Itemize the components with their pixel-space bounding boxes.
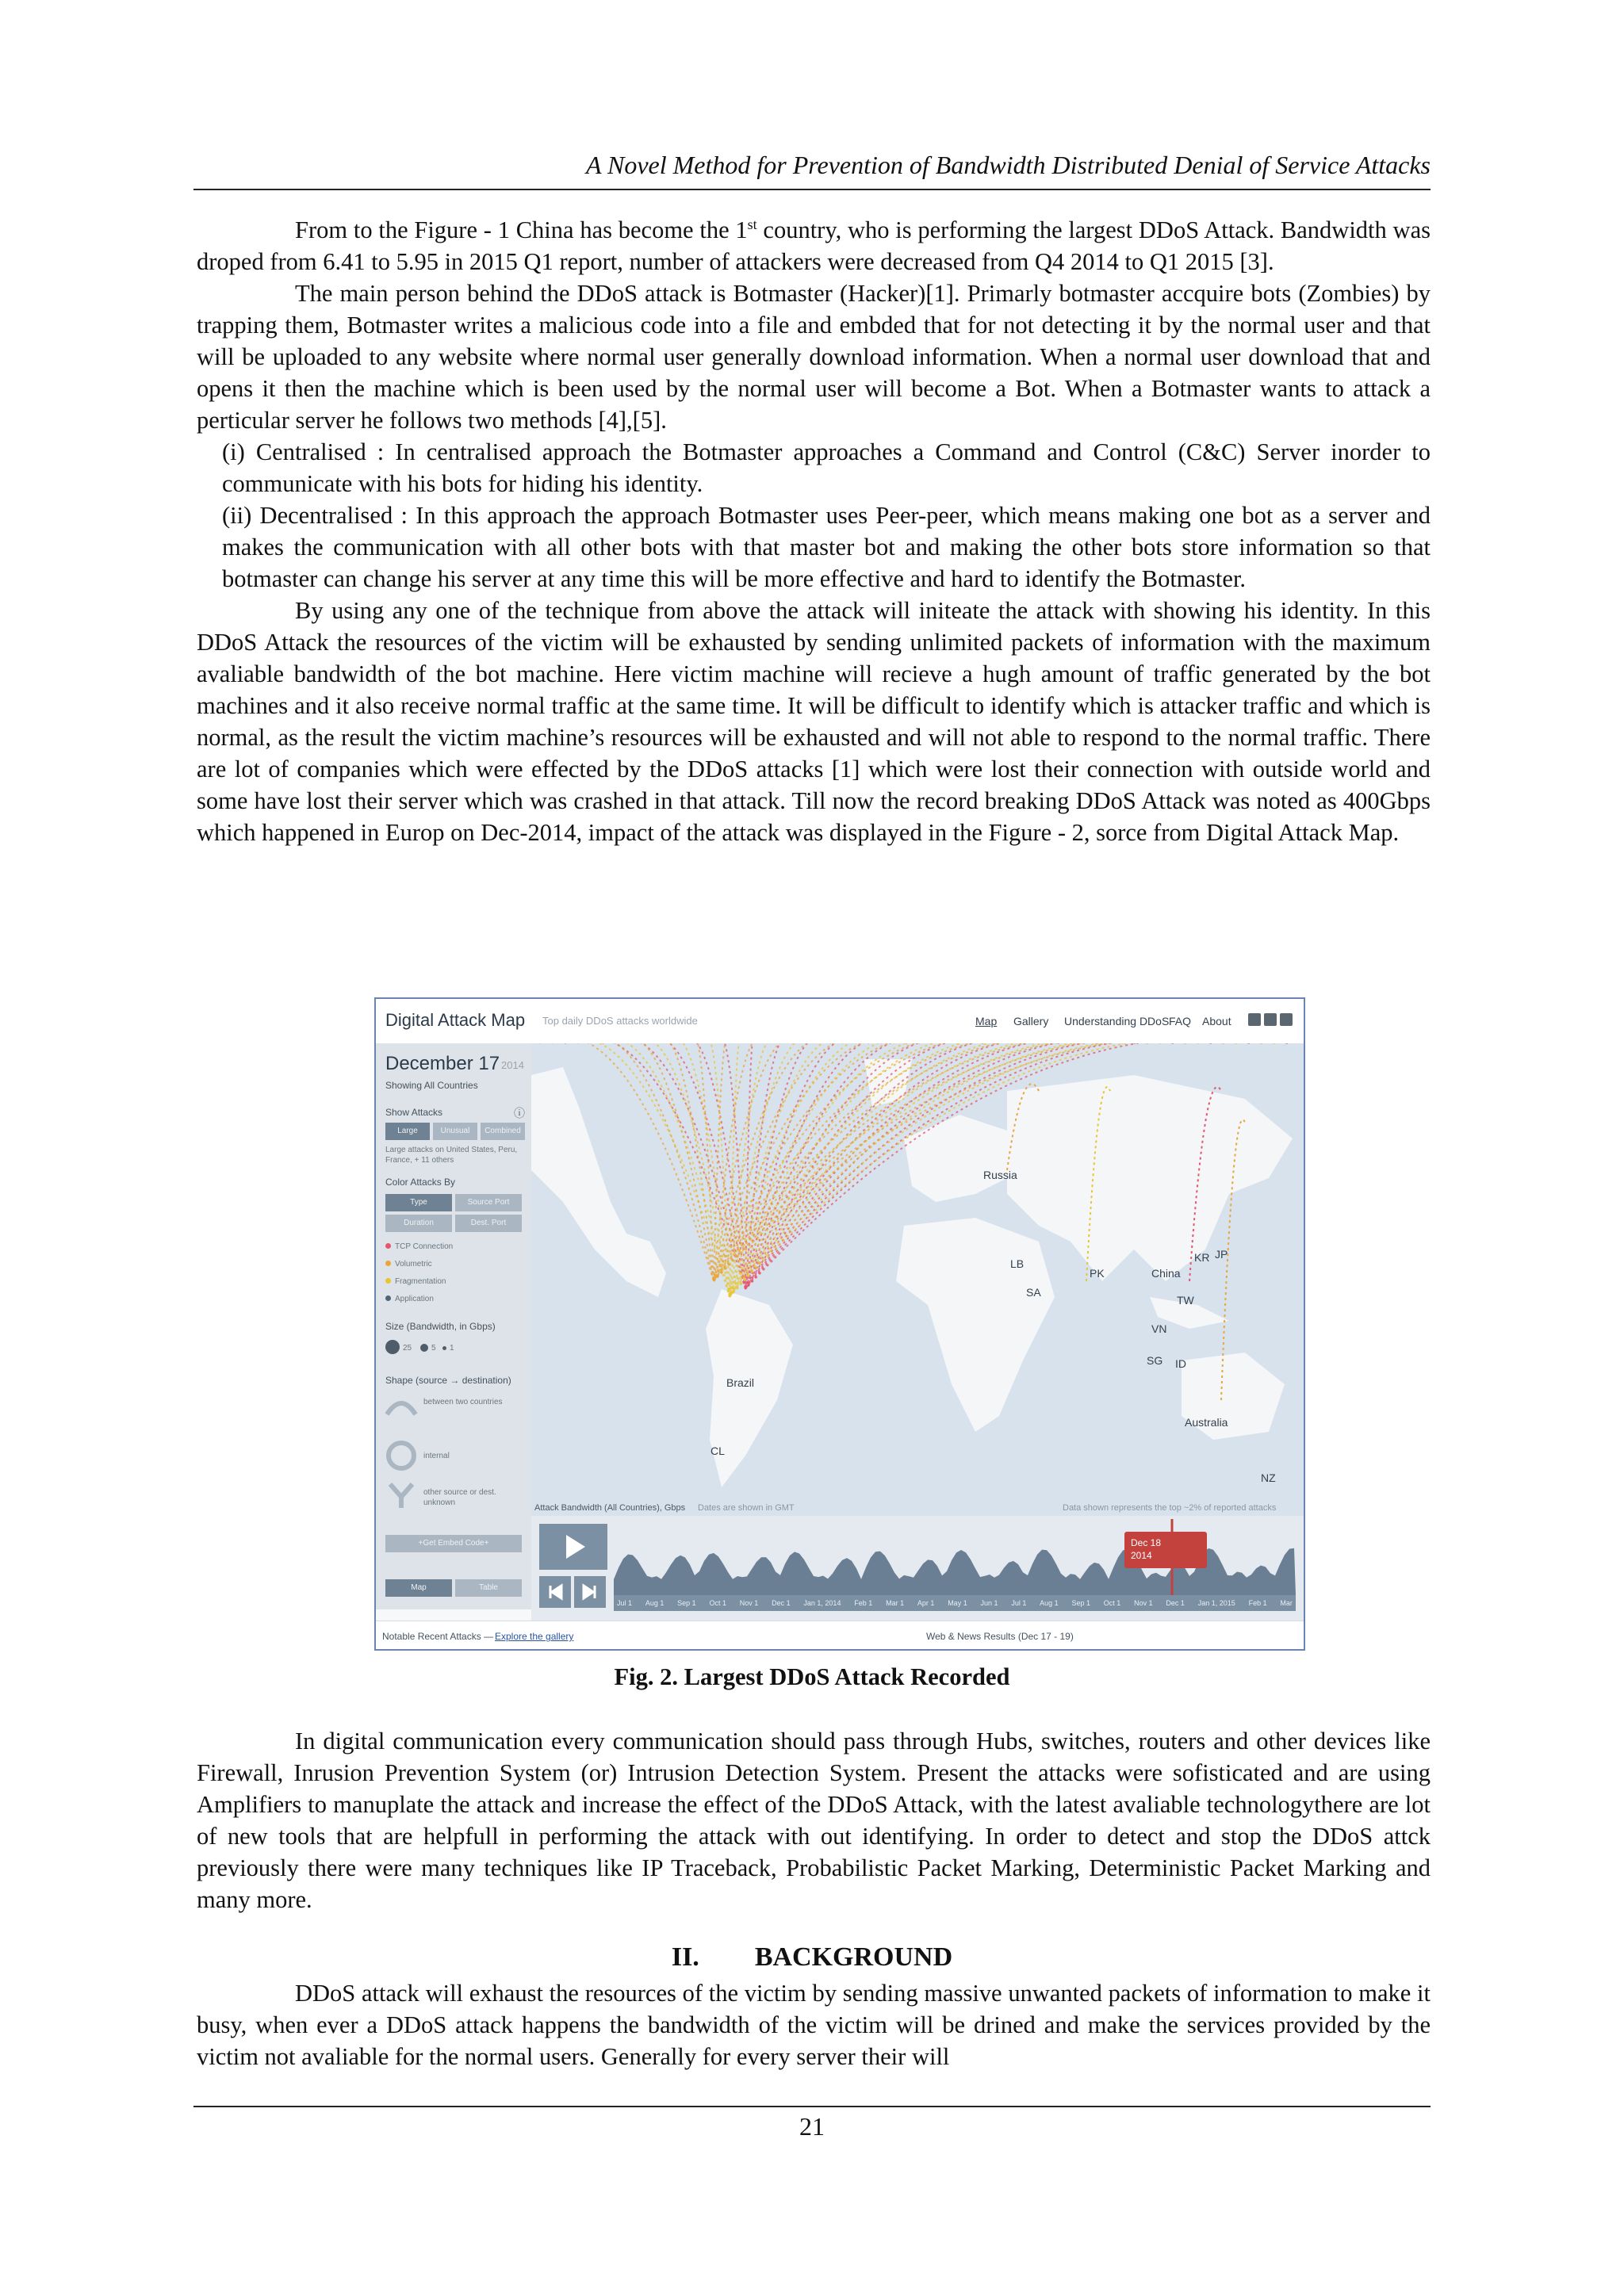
- asia-land: [1007, 1075, 1293, 1281]
- map-sidebar: [376, 1043, 531, 1609]
- attack-arc: [745, 1043, 755, 1289]
- badge-date: Dec 18: [1131, 1537, 1162, 1548]
- get-embed-code-button[interactable]: +Get Embed Code+: [385, 1535, 522, 1552]
- legend-volumetric: Volumetric: [395, 1260, 432, 1269]
- timeline-tick: Jan 1, 2014: [803, 1599, 841, 1607]
- section-number: II.: [671, 1942, 699, 1972]
- north-america-land: [531, 1067, 666, 1297]
- label-russia: Russia: [983, 1169, 1017, 1181]
- legend-dot-application: [385, 1295, 391, 1301]
- timeline-tick: Oct 1: [709, 1599, 726, 1607]
- timeline-tick: Aug 1: [645, 1599, 665, 1607]
- world-map[interactable]: [531, 1043, 1304, 1516]
- size-value-large: 25: [403, 1344, 412, 1353]
- timeline-tick: Jul 1: [617, 1599, 633, 1607]
- label-jp: JP: [1215, 1248, 1228, 1261]
- running-header: A Novel Method for Prevention of Bandwidth Distributed Denial of Service Attacks: [586, 151, 1431, 179]
- shape-label: Shape (source → destination): [385, 1375, 511, 1386]
- figure-caption: Fig. 2. Largest DDoS Attack Recorded: [614, 1663, 1010, 1690]
- color-button-duration[interactable]: Duration: [385, 1215, 452, 1232]
- list-item-centralised: (i) Centralised : In centralised approach the Botmaster approaches a Command and Control (C&C) Server inorder to communicate with his bots for hiding his identity.: [222, 438, 1431, 497]
- paragraph-2: The main person behind the DDoS attack is Botmaster (Hacker)[1]. Primarly botmaster accquire bots (Zombies) by trapping them, Botmaster writes a malicious code into a file and embded that for not detecting it by the normal user and that will be uploaded to any website where normal user generally download information. When a normal user download that and opens it then the machine which is been used by the normal user will become a Bot. When a Botmaster wants to attack a perticular server he follows two methods [4],[5].: [197, 280, 1431, 434]
- timeline-tick: Sep 1: [1071, 1599, 1090, 1607]
- p1-text: From to the Figure - 1 China has become the 1: [295, 216, 748, 243]
- list-item-decentralised: (ii) Decentralised : In this approach the approach Botmaster uses Peer-peer, which means making one bot as a server and makes the communication with all other bots with that master bot and making the other bots store information so that botmaster can change his server at any time this will be more effective and hard to identify the Botmaster.: [222, 502, 1431, 592]
- paragraph-3: By using any one of the technique from above the attack will initeate the attack with showing his identity. In this DDoS Attack the resources of the victim will be exhausted by sending unlimited packets of information with the maximum avaliable bandwidth of the bot machine. Here victim machine will recieve a hugh amount of traffic generated by the bot machines and it also receive normal traffic at the same time. It will be difficult to identify which is attacker traffic and which is normal, as the result the victim machine’s resources will be exhausted and will not able to respond to the normal traffic. There are lot of companies which were effected by the DDoS attacks [1] which were lost their connection with outside world and some have lost their server which was crashed in that attack. Till now the record breaking DDoS Attack was noted as 400Gbps which happened in Europ on Dec-2014, impact of the attack was displayed in the Figure - 2, sorce from Digital Attack Map.: [197, 597, 1431, 846]
- color-button-source-port[interactable]: Source Port: [455, 1194, 522, 1211]
- timeline-tick: Apr 1: [917, 1599, 935, 1607]
- showing-countries: Showing All Countries: [385, 1080, 478, 1091]
- body-text-middle: [197, 1725, 1431, 1915]
- size-dot-small: [442, 1346, 446, 1350]
- nav-gallery[interactable]: Gallery: [1013, 1015, 1049, 1027]
- label-nz: NZ: [1261, 1471, 1276, 1484]
- timeline-tick: Dec 1: [1166, 1599, 1185, 1607]
- show-attacks-label: Show Attacks: [385, 1107, 443, 1118]
- timeline-tick: Sep 1: [677, 1599, 696, 1607]
- color-button-dest-port[interactable]: Dest. Port: [455, 1215, 522, 1232]
- timeline-tick: Jun 1: [980, 1599, 998, 1607]
- map-footer-bar: [376, 1621, 1304, 1650]
- footer-web-news: Web & News Results (Dec 17 - 19): [926, 1631, 1074, 1642]
- size-dot-large: [385, 1340, 400, 1354]
- step-back-icon: [539, 1576, 571, 1608]
- large-attacks-note: Large attacks on United States, Peru, France, + 11 others: [385, 1146, 518, 1165]
- section-heading: [193, 1942, 1431, 1973]
- p1-text-end: country, who is performing the largest DDoS Attack. Bandwidth was droped from 6.41 to 5.95 in 2015 Q1 report, number of attackers were decreased from Q4 2014 to Q1 2015 [3].: [197, 216, 1431, 275]
- timeline-tick: Mar: [1280, 1599, 1293, 1607]
- figure-digital-attack-map: [374, 997, 1305, 1651]
- label-pk: PK: [1090, 1267, 1105, 1280]
- body-text-top: [197, 214, 1431, 848]
- label-australia: Australia: [1185, 1416, 1228, 1429]
- step-forward-button[interactable]: [574, 1576, 606, 1608]
- step-back-button[interactable]: [539, 1576, 571, 1608]
- map-app-title: Digital Attack Map: [385, 1010, 526, 1030]
- google-plus-icon[interactable]: [1248, 1013, 1261, 1026]
- color-button-type[interactable]: Type: [385, 1194, 452, 1211]
- sidebar-date: December 17: [385, 1053, 500, 1074]
- timeline-panel: [531, 1503, 1304, 1621]
- map-header-bar: [376, 999, 1304, 1044]
- timeline-tick: Dec 1: [772, 1599, 791, 1607]
- size-value-medium: 5: [431, 1344, 436, 1353]
- attack-button-large[interactable]: Large: [385, 1123, 430, 1140]
- label-tw: TW: [1177, 1294, 1194, 1307]
- label-brazil: Brazil: [726, 1376, 755, 1389]
- legend-application: Application: [395, 1295, 434, 1303]
- paragraph-1: [197, 214, 1431, 277]
- size-dot-medium: [420, 1344, 428, 1352]
- nav-faq[interactable]: FAQ: [1169, 1015, 1192, 1027]
- map-app-subtitle: Top daily DDoS attacks worldwide: [542, 1015, 698, 1027]
- world-map-svg: [531, 1043, 1304, 1516]
- timeline-right-note: Data shown represents the top ~2% of reported attacks: [1063, 1503, 1277, 1513]
- timeline-tick: Nov 1: [739, 1599, 759, 1607]
- view-table-button[interactable]: Table: [455, 1579, 522, 1597]
- legend-tcp: TCP Connection: [395, 1242, 454, 1251]
- timeline-tick: Oct 1: [1103, 1599, 1121, 1607]
- legend-dot-tcp: [385, 1243, 391, 1249]
- nav-map[interactable]: Map: [975, 1015, 998, 1027]
- play-icon: [539, 1524, 607, 1570]
- attack-button-unusual[interactable]: Unusual: [433, 1123, 477, 1140]
- page-number: 21: [799, 2112, 825, 2141]
- attack-arc: [745, 1043, 831, 1289]
- label-lb: LB: [1010, 1257, 1025, 1270]
- attack-arc: [730, 1043, 780, 1297]
- badge-year: 2014: [1131, 1550, 1152, 1561]
- sidebar-year: 2014: [501, 1059, 524, 1071]
- nav-about[interactable]: About: [1202, 1015, 1231, 1027]
- legend-fragmentation: Fragmentation: [395, 1277, 446, 1286]
- section-title: BACKGROUND: [754, 1942, 953, 1972]
- footer-notable-attacks: Notable Recent Attacks —: [382, 1631, 494, 1642]
- paragraph-5: DDoS attack will exhaust the resources of the victim by sending massive unwanted packets of information to make it busy, when ever a DDoS attack happens the bandwidth of the victim will be drined and make the services provided by the victim not avaliable for the normal users. Generally for every server their will: [197, 1980, 1431, 2070]
- timeline-tick: Mar 1: [886, 1599, 905, 1607]
- africa-land: [896, 1218, 1055, 1432]
- timeline-axis[interactable]: [614, 1595, 1296, 1611]
- view-map-button[interactable]: Map: [385, 1579, 452, 1597]
- label-vn: VN: [1151, 1322, 1167, 1335]
- label-id: ID: [1175, 1357, 1186, 1370]
- label-sa: SA: [1026, 1286, 1041, 1299]
- timeline-tick: May 1: [948, 1599, 967, 1607]
- help-icon[interactable]: ⓘ: [514, 1107, 525, 1119]
- timeline-tick: Jan 1, 2015: [1197, 1599, 1235, 1607]
- shape-internal: internal: [423, 1452, 450, 1460]
- attack-arc: [653, 1043, 714, 1281]
- timeline-tick: Feb 1: [1248, 1599, 1267, 1607]
- color-attacks-label: Color Attacks By: [385, 1177, 456, 1188]
- label-china: China: [1151, 1267, 1181, 1280]
- size-label: Size (Bandwidth, in Gbps): [385, 1321, 496, 1332]
- timeline-tick: Jul 1: [1011, 1599, 1027, 1607]
- nav-understanding-ddos[interactable]: Understanding DDoS: [1064, 1015, 1170, 1027]
- timeline-tick: Nov 1: [1134, 1599, 1153, 1607]
- label-cl: CL: [710, 1445, 725, 1457]
- shape-unknown: other source or dest. unknown: [423, 1488, 496, 1507]
- facebook-icon[interactable]: [1280, 1013, 1293, 1026]
- attack-button-combined[interactable]: Combined: [481, 1123, 525, 1140]
- paragraph-4: In digital communication every communication should pass through Hubs, switches, routers and other devices like Firewall, Inrusion Prevention System (or) Intrusion Detection System. Present the attacks were sofisticated and are using Amplifiers to manuplate the attack and increase the effect of the DDoS Attack, with the latest avaliable technologythere are lot of new tools that are helpfull in performing the attack with out identifying. In order to detect and stop the DDoS attck previously there were many techniques like IP Traceback, Probabilistic Packet Marking, Deterministic Packet Marking and many more.: [197, 1728, 1431, 1913]
- timeline-tick: Aug 1: [1040, 1599, 1059, 1607]
- play-button[interactable]: [539, 1524, 607, 1570]
- timeline-note: Dates are shown in GMT: [698, 1503, 795, 1513]
- selected-date-badge: [1124, 1532, 1207, 1568]
- legend-dot-volumetric: [385, 1261, 391, 1266]
- timeline-label: Attack Bandwidth (All Countries), Gbps: [534, 1503, 686, 1513]
- footer-rule: [193, 2106, 1431, 2107]
- legend-dot-fragmentation: [385, 1278, 391, 1284]
- explore-gallery-link[interactable]: Explore the gallery: [495, 1631, 574, 1642]
- size-value-small: 1: [450, 1344, 454, 1353]
- label-kr: KR: [1194, 1251, 1210, 1264]
- label-sg: SG: [1147, 1354, 1163, 1367]
- shape-between-countries: between two countries: [423, 1398, 503, 1406]
- twitter-icon[interactable]: [1264, 1013, 1277, 1026]
- header-rule: [193, 189, 1431, 190]
- body-text-bottom: [197, 1977, 1431, 2072]
- timeline-tick: Feb 1: [854, 1599, 873, 1607]
- p1-superscript: st: [747, 216, 757, 232]
- shape-icons: [384, 1392, 420, 1511]
- step-forward-icon: [574, 1576, 606, 1608]
- attack-arc: [714, 1043, 882, 1281]
